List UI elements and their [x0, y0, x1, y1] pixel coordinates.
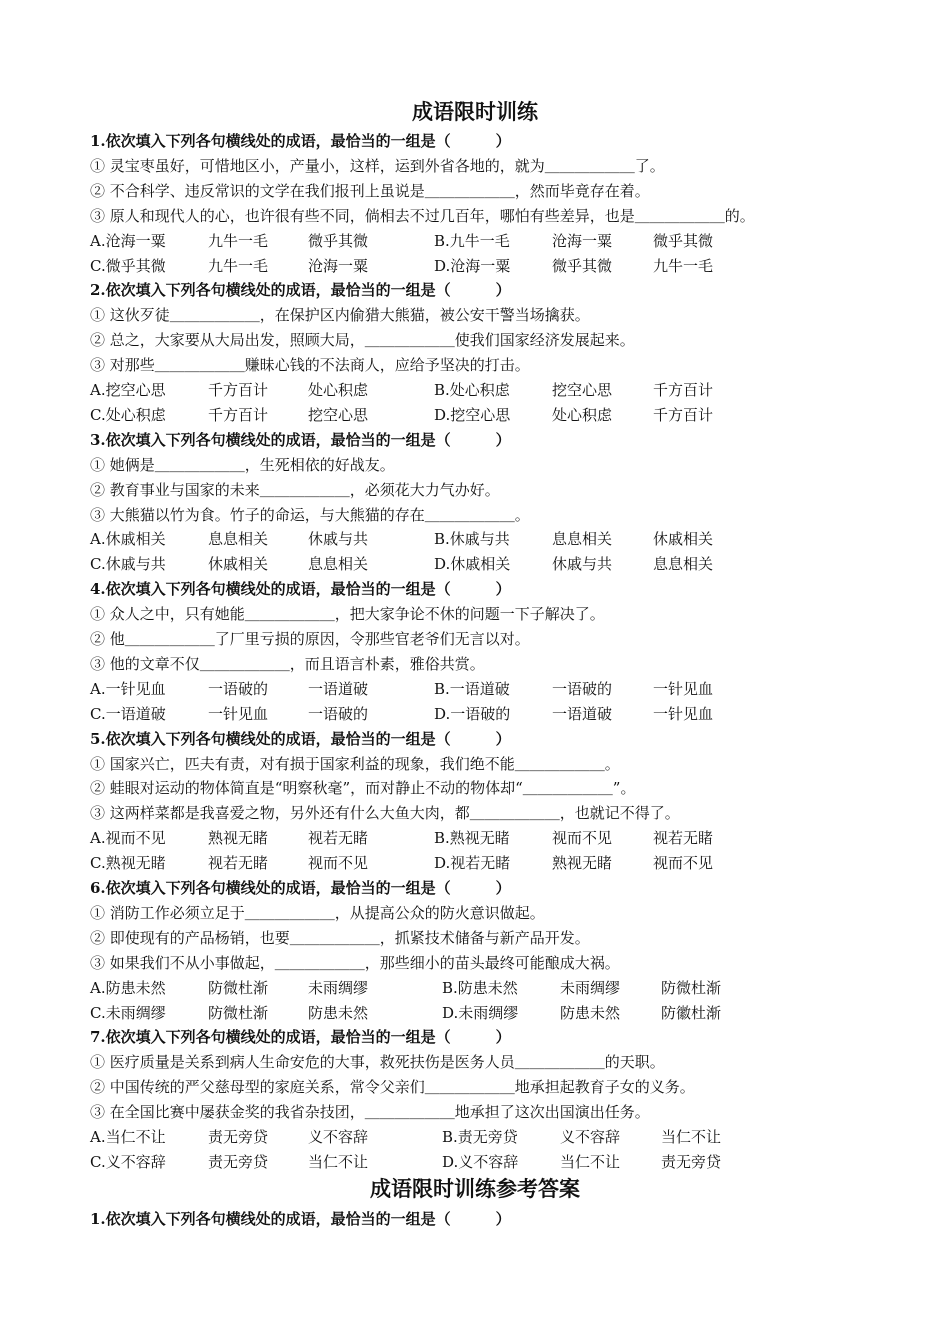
option-item: 防患未然: [560, 1003, 621, 1022]
option-row: [90, 256, 870, 276]
option-item: 一语破的: [308, 704, 369, 723]
option-item: 防微杜渐: [208, 978, 269, 997]
option-item: 防患未然: [308, 1003, 369, 1022]
question-sentence: ③ 如果我们不从小事做起，＿＿＿＿＿＿，那些细小的苗头最终可能酿成大祸。: [90, 953, 620, 972]
question-sentence: ① 医疗质量是关系到病人生命安危的大事，救死扶伤是医务人员＿＿＿＿＿＿的天职。: [90, 1053, 665, 1072]
option-item: D.沧海一粟: [434, 256, 511, 275]
option-row: [90, 380, 870, 400]
option-item: 千方百计: [208, 405, 269, 424]
question-sentence: ① 国家兴亡，匹夫有责，对有损于国家利益的现象，我们绝不能＿＿＿＿＿＿。: [90, 754, 620, 773]
option-item: C.熟视无睹: [90, 854, 166, 873]
option-item: 责无旁贷: [208, 1152, 269, 1171]
option-item: 休戚与共: [552, 555, 613, 574]
option-item: 九牛一毛: [653, 256, 714, 275]
option-item: 未雨绸缪: [308, 978, 369, 997]
question-sentence: ① 消防工作必须立足于＿＿＿＿＿＿，从提高公众的防火意识做起。: [90, 903, 545, 922]
option-item: B.防患未然: [442, 978, 518, 997]
question-sentence: ① 她俩是＿＿＿＿＿＿，生死相依的好战友。: [90, 455, 395, 474]
option-item: 一针见血: [653, 679, 714, 698]
option-item: 一语道破: [308, 679, 369, 698]
option-item: 义不容辞: [308, 1128, 369, 1146]
option-item: 千方百计: [208, 381, 269, 399]
answers-title: 成语限时训练参考答案: [370, 1176, 580, 1201]
option-item: A.防患未然: [90, 978, 166, 997]
option-row: [90, 828, 870, 848]
option-item: B.熟视无睹: [434, 829, 510, 848]
option-item: A.视而不见: [90, 829, 166, 848]
option-item: 防徽杜渐: [661, 1003, 722, 1022]
option-item: C.未雨绸缪: [90, 1003, 166, 1022]
option-item: 视若无睹: [208, 854, 269, 873]
question-sentence: ① 灵宝枣虽好，可惜地区小，产量小，这样，运到外省各地的，就为＿＿＿＿＿＿了。: [90, 156, 665, 175]
question-sentence: ① 众人之中，只有她能＿＿＿＿＿＿，把大家争论不休的问题一下子解决了。: [90, 605, 605, 624]
option-item: B.九牛一毛: [434, 231, 510, 250]
option-item: 微乎其微: [653, 231, 714, 250]
option-item: 微乎其微: [552, 256, 613, 275]
option-item: 九牛一毛: [208, 256, 269, 275]
option-row: [90, 554, 870, 574]
question-heading: 7.依次填入下列各句横线处的成语，最恰当的一组是（ ）: [90, 1028, 511, 1047]
option-item: 休戚与共: [308, 530, 369, 549]
question-sentence: ② 他＿＿＿＿＿＿了厂里亏损的原因，令那些官老爷们无言以对。: [90, 630, 530, 648]
option-item: 义不容辞: [560, 1128, 621, 1146]
option-item: D.视若无睹: [434, 854, 511, 873]
option-item: C.处心积虑: [90, 405, 166, 424]
option-item: A.当仁不让: [90, 1128, 166, 1146]
option-item: 视若无睹: [653, 829, 714, 848]
question-heading: 1.依次填入下列各句横线处的成语，最恰当的一组是（ ）: [90, 1210, 511, 1228]
option-item: 一语道破: [552, 704, 613, 723]
option-item: D.休戚相关: [434, 555, 511, 574]
question-sentence: ③ 原人和现代人的心，也许很有些不同，倘相去不过几百年，哪怕有些差异，也是＿＿＿＿＿＿的。: [90, 206, 755, 225]
question-heading: 1.依次填入下列各句横线处的成语，最恰当的一组是（ ）: [90, 132, 511, 150]
option-item: 当仁不让: [661, 1128, 722, 1146]
option-item: C.微乎其微: [90, 256, 166, 275]
option-row: [90, 405, 870, 425]
option-item: 微乎其微: [308, 231, 369, 250]
question-sentence: ③ 他的文章不仅＿＿＿＿＿＿，而且语言朴素，雅俗共赏。: [90, 654, 485, 673]
question-heading: 2.依次填入下列各句横线处的成语，最恰当的一组是（ ）: [90, 281, 511, 300]
option-row: [90, 1127, 870, 1147]
option-item: D.一语破的: [434, 704, 511, 723]
option-item: 一针见血: [208, 704, 269, 723]
option-item: 处心积虑: [308, 381, 369, 399]
option-item: 九牛一毛: [208, 231, 269, 250]
option-item: D.挖空心思: [434, 405, 511, 424]
option-item: 当仁不让: [308, 1152, 369, 1171]
option-item: B.休戚与共: [434, 530, 510, 549]
question-sentence: ③ 这两样菜都是我喜爱之物，另外还有什么大鱼大肉，都＿＿＿＿＿＿，也就记不得了。: [90, 804, 680, 823]
question-heading: 5.依次填入下列各句横线处的成语，最恰当的一组是（ ）: [90, 729, 511, 748]
option-item: B.一语道破: [434, 679, 510, 698]
option-row: [90, 1152, 870, 1172]
option-item: 千方百计: [653, 381, 714, 399]
question-sentence: ② 蛙眼对运动的物体简直是“明察秋毫”，而对静止不动的物体却“＿＿＿＿＿＿”。: [90, 779, 636, 798]
question-sentence: ③ 对那些＿＿＿＿＿＿赚昧心钱的不法商人，应给予坚决的打击。: [90, 356, 530, 375]
option-item: 责无旁贷: [208, 1128, 269, 1146]
option-item: 视若无睹: [308, 829, 369, 848]
question-sentence: ② 教育事业与国家的未来＿＿＿＿＿＿，必须花大力气办好。: [90, 480, 500, 499]
option-row: [90, 1003, 870, 1023]
option-item: 防微杜渐: [208, 1003, 269, 1022]
option-item: 视而不见: [653, 854, 714, 873]
option-item: D.未雨绸缪: [442, 1003, 519, 1022]
option-item: 防微杜渐: [661, 978, 722, 997]
option-item: 挖空心思: [308, 405, 369, 424]
option-item: 挖空心思: [552, 381, 613, 399]
option-row: [90, 978, 870, 998]
option-item: 息息相关: [552, 530, 613, 549]
option-row: [90, 529, 870, 549]
option-item: C.义不容辞: [90, 1152, 166, 1171]
question-heading: 6.依次填入下列各句横线处的成语，最恰当的一组是（ ）: [90, 879, 511, 897]
option-item: 休戚相关: [653, 530, 714, 549]
option-item: 熟视无睹: [208, 829, 269, 848]
option-item: 当仁不让: [560, 1152, 621, 1171]
option-item: 一针见血: [653, 704, 714, 723]
option-item: 未雨绸缪: [560, 978, 621, 997]
option-item: 处心积虑: [552, 405, 613, 424]
question-sentence: ② 即使现有的产品杨销，也要＿＿＿＿＿＿，抓紧技术储备与新产品开发。: [90, 928, 590, 947]
page-title: 成语限时训练: [412, 99, 538, 124]
option-row: [90, 231, 870, 251]
question-heading: 4.依次填入下列各句横线处的成语，最恰当的一组是（ ）: [90, 580, 511, 599]
option-item: 息息相关: [308, 555, 369, 574]
question-sentence: ③ 在全国比赛中屡获金奖的我省杂技团，＿＿＿＿＿＿地承担了这次出国演出任务。: [90, 1103, 650, 1122]
option-item: C.一语道破: [90, 704, 166, 723]
question-sentence: ② 不合科学、违反常识的文学在我们报刊上虽说是＿＿＿＿＿＿，然而毕竟存在着。: [90, 181, 650, 200]
option-item: B.处心积虑: [434, 381, 510, 399]
option-item: 息息相关: [653, 555, 714, 574]
question-sentence: ② 总之，大家要从大局出发，照顾大局，＿＿＿＿＿＿使我们国家经济发展起来。: [90, 331, 635, 350]
option-row: [90, 679, 870, 699]
question-heading: 3.依次填入下列各句横线处的成语，最恰当的一组是（ ）: [90, 430, 511, 449]
option-item: 千方百计: [653, 405, 714, 424]
option-item: A.一针见血: [90, 679, 166, 698]
option-item: 息息相关: [208, 530, 269, 549]
option-item: A.挖空心思: [90, 381, 166, 399]
option-item: 熟视无睹: [552, 854, 613, 873]
option-item: C.休戚与共: [90, 555, 166, 574]
option-item: 视而不见: [308, 854, 369, 873]
option-item: A.沧海一粟: [90, 231, 166, 250]
question-sentence: ① 这伙歹徒＿＿＿＿＿＿，在保护区内偷猎大熊猫，被公安干警当场擒获。: [90, 306, 590, 325]
option-item: 责无旁贷: [661, 1152, 722, 1171]
option-item: 沧海一粟: [308, 256, 369, 275]
option-item: 沧海一粟: [552, 231, 613, 250]
option-item: D.义不容辞: [442, 1152, 519, 1171]
option-item: 一语破的: [208, 679, 269, 698]
option-item: 一语破的: [552, 679, 613, 698]
option-row: [90, 853, 870, 873]
option-item: B.责无旁贷: [442, 1128, 518, 1146]
question-sentence: ③ 大熊猫以竹为食。竹子的命运，与大熊猫的存在＿＿＿＿＿＿。: [90, 505, 530, 524]
option-item: 休戚相关: [208, 555, 269, 574]
option-item: A.休戚相关: [90, 530, 166, 549]
question-sentence: ② 中国传统的严父慈母型的家庭关系，常令父亲们＿＿＿＿＿＿地承担起教育子女的义务。: [90, 1078, 695, 1097]
option-item: 视而不见: [552, 829, 613, 848]
option-row: [90, 704, 870, 724]
